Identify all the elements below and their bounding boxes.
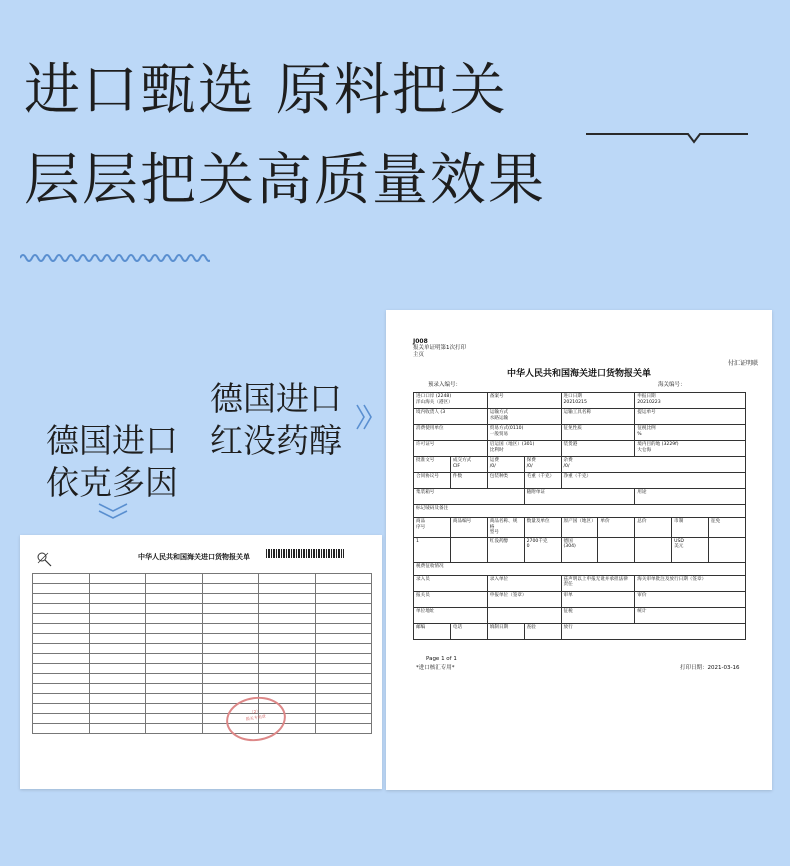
table-cell	[89, 664, 146, 674]
table-cell: 兹声明以上申报无讹并承担法律责任	[561, 575, 635, 591]
table-cell	[146, 724, 203, 734]
table-cell: 境内收货人 (3	[414, 409, 488, 425]
table-cell	[33, 724, 90, 734]
table-cell: 净重（千克）	[561, 473, 746, 489]
table-cell: 运输方式 水路运输	[487, 409, 561, 425]
table-cell	[33, 584, 90, 594]
table-cell	[33, 654, 90, 664]
table-cell	[315, 634, 372, 644]
table-cell	[146, 614, 203, 624]
table-row	[33, 574, 372, 584]
right-doc-label-line2: 红没药醇	[210, 421, 342, 460]
table-row	[414, 537, 746, 562]
table-cell	[146, 694, 203, 704]
table-cell: 红没药醇	[487, 537, 524, 562]
doc-title: 中华人民共和国海关进口货物报关单	[506, 369, 651, 379]
table-cell	[146, 644, 203, 654]
table-cell	[33, 604, 90, 614]
table-row	[33, 674, 372, 684]
table-cell	[33, 664, 90, 674]
table-cell: 随附单证	[524, 489, 635, 505]
table-cell: 德国 (304)	[561, 537, 598, 562]
table-cell	[709, 537, 746, 562]
table-cell: 征税比例 %	[635, 425, 746, 441]
table-cell	[202, 674, 259, 684]
table-cell	[259, 644, 316, 654]
customs-emblem-icon	[36, 551, 52, 567]
table-cell	[202, 584, 259, 594]
table-cell	[202, 624, 259, 634]
table-cell	[146, 714, 203, 724]
table-cell	[89, 644, 146, 654]
table-cell: 统计	[635, 607, 746, 623]
table-cell	[259, 634, 316, 644]
table-cell: 杂费 /0/	[561, 457, 746, 473]
table-cell	[259, 684, 316, 694]
table-cell	[89, 714, 146, 724]
table-row	[33, 594, 372, 604]
table-cell: 进口口岸 (2248) 洋山海关（港区）	[414, 393, 488, 409]
table-cell: 2700千克 0	[524, 537, 561, 562]
table-cell: 备案号	[487, 393, 561, 409]
table-cell	[33, 704, 90, 714]
table-cell: 商品 序号	[414, 518, 451, 538]
left-doc-label-line1: 德国进口	[46, 421, 178, 460]
table-cell: 单价	[598, 518, 635, 538]
table-cell: 申报日期 20210223	[635, 393, 746, 409]
table-cell	[315, 704, 372, 714]
table-cell	[315, 614, 372, 624]
table-cell	[202, 634, 259, 644]
table-cell	[89, 594, 146, 604]
table-cell	[146, 594, 203, 604]
table-cell: 境内目的地 (3229f) 大仓海	[635, 441, 746, 457]
table-cell: 申报单位（签章）	[487, 591, 561, 607]
doc-subcode: 报关单证明第1次打印	[413, 345, 466, 351]
table-cell	[259, 654, 316, 664]
table-row	[414, 505, 746, 518]
table-row	[33, 584, 372, 594]
table-cell: 标记唛码及备注	[414, 505, 746, 518]
table-row	[414, 607, 746, 623]
table-cell	[315, 584, 372, 594]
table-cell: 审价	[635, 591, 746, 607]
table-row	[414, 457, 746, 473]
left-declaration-table	[32, 573, 372, 734]
left-doc-title: 中华人民共和国海关进口货物报关单	[138, 553, 250, 561]
doc-code: J008	[413, 338, 428, 345]
table-cell: 审单	[561, 591, 635, 607]
table-cell	[33, 624, 90, 634]
table-cell: 单位地址	[414, 607, 488, 623]
table-cell	[259, 584, 316, 594]
table-cell	[146, 624, 203, 634]
table-cell	[315, 644, 372, 654]
table-row	[414, 518, 746, 538]
table-cell: 运输工具名称	[561, 409, 635, 425]
barcode-icon	[266, 549, 344, 558]
doc-entry-no: 预录入编号：	[428, 382, 462, 388]
table-cell	[259, 624, 316, 634]
table-row	[33, 664, 372, 674]
table-cell: 数量及单位	[524, 518, 561, 538]
table-cell	[89, 654, 146, 664]
table-cell	[89, 614, 146, 624]
table-cell: 报关员	[414, 591, 488, 607]
table-cell: 件数	[450, 473, 487, 489]
table-cell: 币制	[672, 518, 709, 538]
table-cell: 进口日期 20210215	[561, 393, 635, 409]
table-row	[414, 441, 746, 457]
decorative-line-icon	[586, 122, 748, 152]
doc-page-label: 主页	[413, 352, 425, 358]
table-cell: 原产国（地区）	[561, 518, 598, 538]
table-row	[33, 724, 372, 734]
table-cell	[33, 644, 90, 654]
table-cell	[315, 624, 372, 634]
doc-page-of: Page 1 of 1	[426, 656, 457, 662]
table-cell: 运费 /0/	[487, 457, 524, 473]
table-cell	[33, 694, 90, 704]
table-row	[414, 623, 746, 639]
table-cell	[259, 594, 316, 604]
table-cell	[89, 624, 146, 634]
table-row	[414, 575, 746, 591]
table-cell	[89, 694, 146, 704]
table-cell	[89, 684, 146, 694]
table-cell	[146, 684, 203, 694]
table-cell	[259, 614, 316, 624]
table-cell	[315, 684, 372, 694]
table-cell	[450, 537, 487, 562]
table-cell	[89, 584, 146, 594]
table-row	[33, 684, 372, 694]
table-cell: 海关审单批注及放行日期（签章）	[635, 575, 746, 591]
table-cell	[33, 574, 90, 584]
table-cell	[202, 614, 259, 624]
table-cell: 1	[414, 537, 451, 562]
table-cell: 电话	[450, 623, 487, 639]
table-cell: 放行	[561, 623, 746, 639]
table-cell	[315, 674, 372, 684]
table-row	[414, 489, 746, 505]
table-cell: 填制日期	[487, 623, 524, 639]
table-cell	[315, 654, 372, 664]
table-cell	[89, 704, 146, 714]
table-row	[33, 694, 372, 704]
table-cell: 征免	[709, 518, 746, 538]
table-cell	[146, 574, 203, 584]
table-row	[33, 704, 372, 714]
customs-declaration-right	[386, 310, 772, 790]
table-cell	[146, 704, 203, 714]
table-cell	[259, 674, 316, 684]
table-row	[33, 604, 372, 614]
table-cell: 税费征收情况	[414, 562, 746, 575]
table-row	[414, 409, 746, 425]
table-row	[414, 473, 746, 489]
table-cell: 包装种类	[487, 473, 524, 489]
table-cell: 许可证号	[414, 441, 488, 457]
table-cell	[33, 674, 90, 684]
wave-line-icon	[20, 250, 210, 266]
doc-print-date: 打印日期：2021-03-16	[680, 665, 740, 671]
table-cell	[33, 614, 90, 624]
table-cell: 商品编号	[450, 518, 487, 538]
table-cell	[635, 537, 672, 562]
table-cell	[146, 674, 203, 684]
table-cell: 征免性质	[561, 425, 635, 441]
table-row	[33, 654, 372, 664]
left-doc-label-line2: 依克多因	[46, 463, 178, 502]
doc-customs-no: 海关编号：	[658, 382, 686, 388]
table-cell	[146, 654, 203, 664]
table-cell: 总价	[635, 518, 672, 538]
table-cell	[89, 674, 146, 684]
table-row	[33, 634, 372, 644]
table-cell: 毛重（千克）	[524, 473, 561, 489]
doc-special-use: *进口核汇专用*	[416, 665, 455, 671]
table-row	[33, 714, 372, 724]
table-cell: 查验	[524, 623, 561, 639]
table-cell	[259, 604, 316, 614]
table-cell	[89, 724, 146, 734]
table-cell: 贸易方式(0110) 一般贸易	[487, 425, 561, 441]
table-cell	[202, 664, 259, 674]
table-cell: 征税	[561, 607, 635, 623]
table-cell	[315, 604, 372, 614]
table-cell	[202, 654, 259, 664]
table-cell	[315, 714, 372, 724]
table-cell	[146, 584, 203, 594]
table-row	[414, 591, 746, 607]
chevron-double-right-icon	[354, 402, 376, 432]
table-cell	[259, 574, 316, 584]
table-cell: 成交方式 CIF	[450, 457, 487, 473]
table-cell: 启运国（地区）(301) 比利时	[487, 441, 561, 457]
table-cell: 装货港	[561, 441, 635, 457]
table-cell	[89, 604, 146, 614]
table-cell	[202, 574, 259, 584]
table-cell: 合同协议号	[414, 473, 451, 489]
table-cell	[315, 724, 372, 734]
chevron-double-down-icon	[96, 502, 130, 522]
table-cell	[598, 537, 635, 562]
stamp-text: （2） 报关专用章	[245, 708, 267, 722]
table-cell	[89, 634, 146, 644]
table-cell	[33, 594, 90, 604]
table-row	[33, 644, 372, 654]
table-row	[414, 425, 746, 441]
table-cell	[146, 634, 203, 644]
table-cell	[202, 594, 259, 604]
table-cell	[315, 694, 372, 704]
headline-line-2: 层层把关高质量效果	[24, 148, 546, 213]
table-cell: 录入单位	[487, 575, 561, 591]
table-cell: 保费 /0/	[524, 457, 561, 473]
right-doc-label-line1: 德国进口	[210, 379, 342, 418]
table-cell: 邮编	[414, 623, 451, 639]
doc-corner-note: 付汇证明联	[727, 360, 758, 367]
table-cell	[146, 604, 203, 614]
table-cell: 消费使用单位	[414, 425, 488, 441]
table-cell	[315, 574, 372, 584]
table-cell	[202, 604, 259, 614]
table-row	[33, 614, 372, 624]
customs-declaration-left	[20, 535, 382, 789]
table-cell	[315, 664, 372, 674]
table-cell	[315, 594, 372, 604]
table-cell: 批准文号	[414, 457, 451, 473]
table-cell: 商品名称、规格 型号	[487, 518, 524, 538]
table-cell: 录入员	[414, 575, 488, 591]
table-cell: 集装箱号	[414, 489, 525, 505]
table-cell	[33, 634, 90, 644]
table-cell	[202, 644, 259, 654]
table-cell: USD 美元	[672, 537, 709, 562]
table-cell	[33, 714, 90, 724]
table-cell	[146, 664, 203, 674]
table-row	[414, 393, 746, 409]
table-row	[33, 624, 372, 634]
table-cell	[487, 607, 561, 623]
table-cell: 用途	[635, 489, 746, 505]
table-cell	[89, 574, 146, 584]
declaration-table	[413, 392, 746, 640]
headline-line-1: 进口甄选 原料把关	[24, 58, 508, 123]
table-row	[414, 562, 746, 575]
table-cell	[33, 684, 90, 694]
table-cell	[259, 664, 316, 674]
table-cell	[202, 684, 259, 694]
table-cell: 提运单号	[635, 409, 746, 425]
